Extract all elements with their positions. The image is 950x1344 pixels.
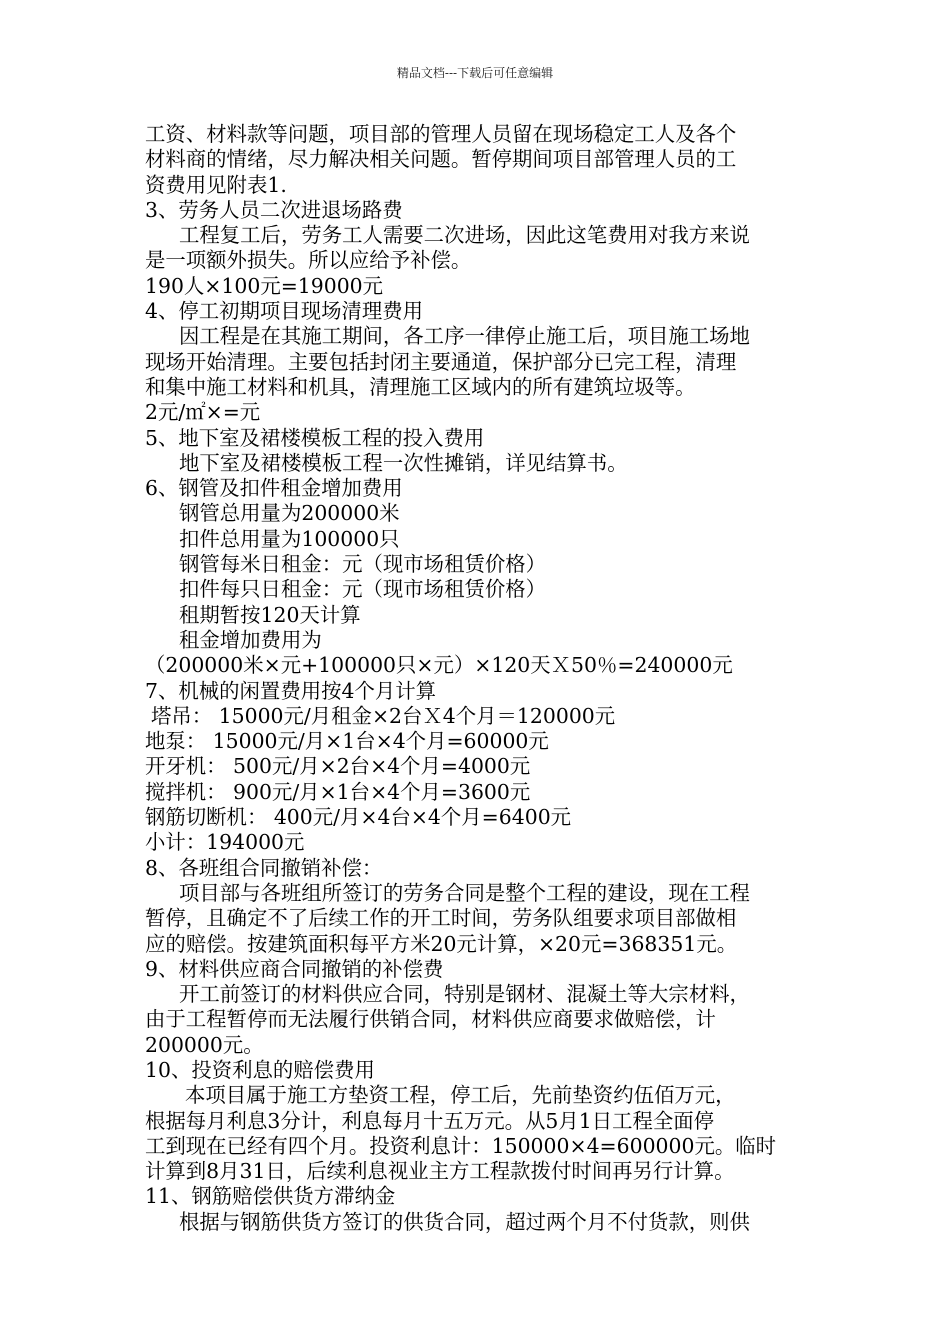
text-line: 地泵： 15000元/月×1台×4个月=60000元 [145, 729, 549, 754]
text-line: 工程复工后，劳务工人需要二次进场，因此这笔费用对我方来说 [179, 223, 750, 248]
text-line: 7、机械的闲置费用按4个月计算 [145, 678, 437, 703]
text-line: 开工前签订的材料供应合同，特别是钢材、混凝土等大宗材料， [179, 982, 750, 1007]
text-line: （200000米×元+100000只×元）×120天Ｘ50％=240000元 [145, 653, 733, 678]
text-line: 190人×100元=19000元 [145, 273, 384, 298]
text-line: 2元/㎡×=元 [145, 400, 261, 425]
text-line: 塔吊： 15000元/月租金×2台Ｘ4个月＝120000元 [151, 703, 616, 728]
text-line: 租期暂按120天计算 [179, 602, 361, 627]
text-line: 是一项额外损失。所以应给予补偿。 [145, 248, 472, 273]
text-line: 10、投资利息的赔偿费用 [145, 1057, 375, 1082]
text-line: 根据每月利息3分计，利息每月十五万元。从5月1日工程全面停 [145, 1108, 715, 1133]
text-line: 200000元。 [145, 1032, 264, 1057]
text-line: 扣件总用量为100000只 [179, 526, 400, 551]
text-line: 5、地下室及裙楼模板工程的投入费用 [145, 425, 485, 450]
text-line: 工资、材料款等问题，项目部的管理人员留在现场稳定工人及各个 [145, 122, 737, 146]
text-line: 搅拌机： 900元/月×1台×4个月=3600元 [145, 779, 531, 804]
text-line: 6、钢管及扣件租金增加费用 [145, 476, 403, 501]
text-line: 扣件每只日租金：元（现市场租赁价格） [179, 577, 547, 602]
text-line: 小计：194000元 [145, 830, 305, 855]
text-line: 现场开始清理。主要包括封闭主要通道，保护部分已完工程，清理 [145, 349, 737, 374]
text-line: 钢筋切断机： 400元/月×4台×4个月=6400元 [145, 805, 572, 830]
text-line: 开牙机： 500元/月×2台×4个月=4000元 [145, 754, 531, 779]
text-line: 和集中施工材料和机具，清理施工区域内的所有建筑垃圾等。 [145, 374, 696, 399]
text-line: 应的赔偿。按建筑面积每平方米20元计算，×20元=368351元。 [145, 931, 738, 956]
text-line: 8、各班组合同撤销补偿： [145, 855, 383, 880]
text-line: 材料商的情绪，尽力解决相关问题。暂停期间项目部管理人员的工 [145, 147, 737, 172]
text-line: 工到现在已经有四个月。投资利息计：150000×4=600000元。临时 [145, 1133, 777, 1158]
text-line: 本项目属于施工方垫资工程，停工后，先前垫资约伍佰万元， [185, 1083, 736, 1108]
document-body [145, 122, 810, 1235]
text-line: 根据与钢筋供货方签订的供货合同，超过两个月不付货款，则供 [179, 1209, 750, 1234]
text-line: 4、停工初期项目现场清理费用 [145, 299, 424, 324]
text-line: 资费用见附表1. [145, 172, 287, 197]
text-line: 11、钢筋赔偿供货方滞纳金 [145, 1184, 396, 1209]
page-header: 精品文档---下载后可任意编辑 [396, 66, 554, 80]
text-line: 因工程是在其施工期间，各工序一律停止施工后，项目施工场地 [179, 324, 750, 349]
text-line: 钢管总用量为200000米 [179, 501, 400, 526]
text-line: 地下室及裙楼模板工程一次性摊销，详见结算书。 [179, 450, 628, 475]
text-line: 9、材料供应商合同撤销的补偿费 [145, 956, 444, 981]
text-line: 计算到8月31日，后续利息视业主方工程款拨付时间再另行计算。 [145, 1159, 735, 1184]
text-line: 由于工程暂停而无法履行供销合同，材料供应商要求做赔偿，计 [145, 1007, 716, 1032]
text-line: 3、劳务人员二次进退场路费 [145, 197, 403, 222]
text-line: 钢管每米日租金：元（现市场租赁价格） [179, 552, 547, 577]
text-line: 项目部与各班组所签订的劳务合同是整个工程的建设，现在工程 [179, 880, 750, 905]
text-line: 租金增加费用为 [179, 627, 322, 652]
text-line: 暂停，且确定不了后续工作的开工时间，劳务队组要求项目部做相 [145, 906, 737, 931]
